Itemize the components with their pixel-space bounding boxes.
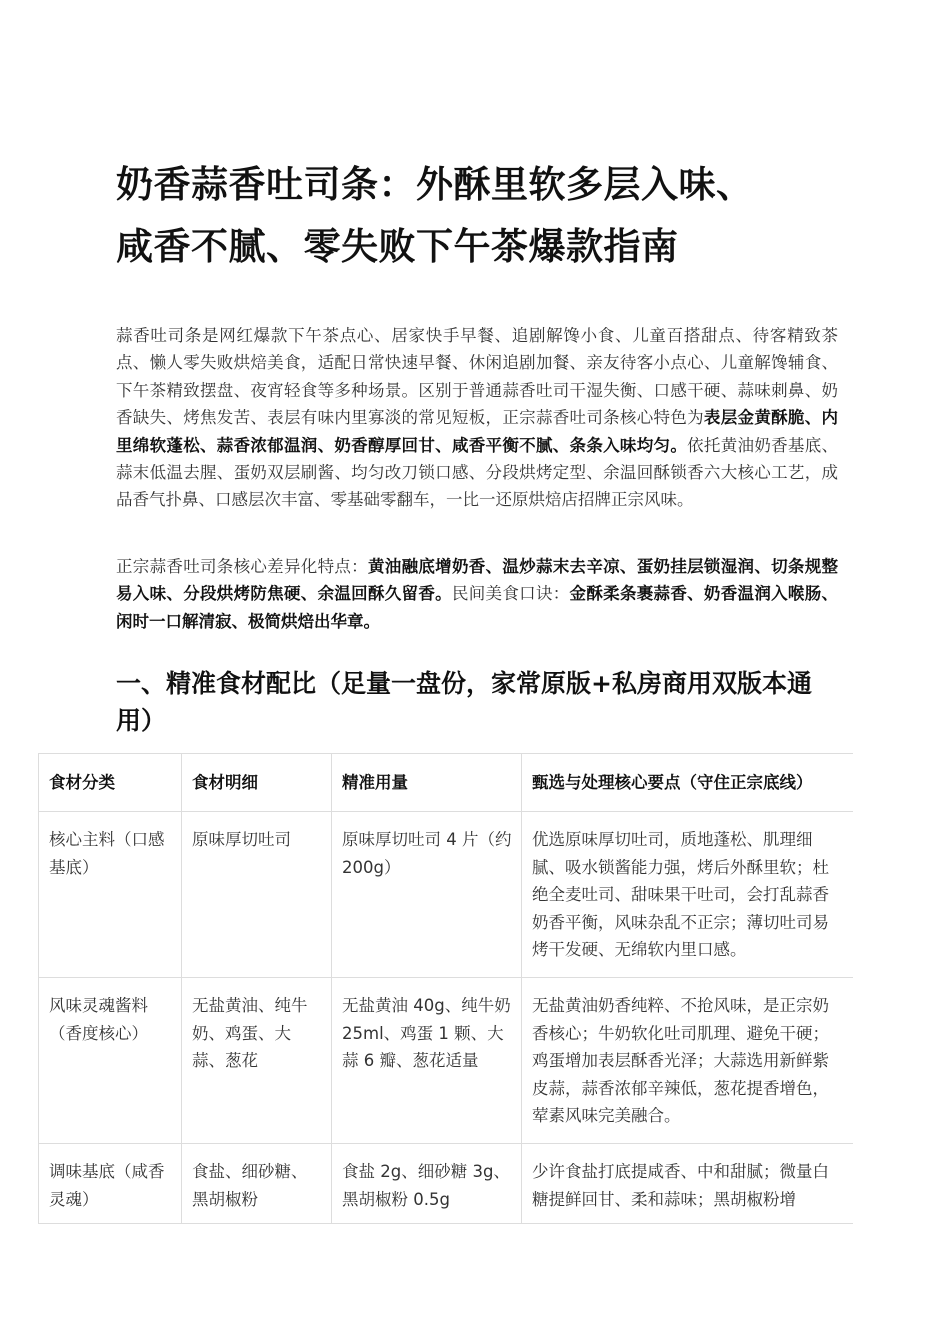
items-cell: 无盐黄油、纯牛奶、鸡蛋、大蒜、葱花 [182,978,332,1144]
table-header-row [39,754,854,812]
category-cell: 核心主料（口感基底） [39,812,182,978]
intro-paragraph [116,322,838,514]
intro-bold: 表层金黄酥脆、内里绵软蓬松、蒜香浓郁温润、奶香醇厚回甘、咸香平衡不腻、条条入味均匀。 [116,408,839,455]
table-header-cell: 精准用量 [332,754,522,812]
table-row [39,812,854,978]
items-cell: 原味厚切吐司 [182,812,332,978]
ingredients-table [38,753,853,1224]
amount-cell: 无盐黄油 40g、纯牛奶 25ml、鸡蛋 1 颗、大蒜 6 瓣、葱花适量 [332,978,522,1144]
features-paragraph [116,553,838,635]
table-header-cell: 食材明细 [182,754,332,812]
features-bold: 黄油融底增奶香、温炒蒜末去辛凉、蛋奶挂层锁湿润、切条规整易入味、分段烘烤防焦硬、余温回酥久留香。 [116,557,839,604]
table-header-cell: 甄选与处理核心要点（守住正宗底线） [522,754,854,812]
section-heading: 一、精准食材配比（足量一盘份，家常原版+私房商用双版本通用） [116,669,812,735]
features-bold-2: 金酥柔条裹蒜香、奶香温润入喉肠、闲时一口解清寂、极简烘焙出华章。 [116,584,839,631]
features-text: 民间美食口诀： [451,584,570,604]
notes-cell: 少许食盐打底提咸香、中和甜腻；微量白糖提鲜回甘、柔和蒜味；黑胡椒粉增 [522,1144,854,1224]
title-line-1: 奶香蒜香吐司条：外酥里软多层入味、 [116,163,754,206]
intro-text-2: 依托黄油奶香基底、蒜末低温去腥、蛋奶双层刷酱、均匀改刀锁口感、分段烘烤定型、余温回酥锁香六大核心工艺，成品香气扑鼻、口感层次丰富、零基础零翻车，一比一还原烘焙店招牌正宗风味。 [116,435,839,510]
amount-cell: 原味厚切吐司 4 片（约 200g） [332,812,522,978]
ingredients-table-container [38,753,853,1224]
category-cell: 风味灵魂酱料（香度核心） [39,978,182,1144]
notes-cell: 无盐黄油奶香纯粹、不抢风味，是正宗奶香核心；牛奶软化吐司肌理、避免干硬；鸡蛋增加表层酥香光泽；大蒜选用新鲜紫皮蒜，蒜香浓郁辛辣低，葱花提香增色，荤素风味完美融合。 [522,978,854,1144]
features-label: 正宗蒜香吐司条核心差异化特点： [116,557,368,576]
amount-cell: 食盐 2g、细砂糖 3g、黑胡椒粉 0.5g [332,1144,522,1224]
table-row [39,1144,854,1224]
title-line-2: 咸香不腻、零失败下午茶爆款指南 [116,225,679,268]
intro-text: 蒜香吐司条是网红爆款下午茶点心、居家快手早餐、追剧解馋小食、儿童百搭甜点、待客精致茶点、懒人零失败烘焙美食，适配日常快速早餐、休闲追剧加餐、亲友待客小点心、儿童解馋辅食、下午茶精致摆盘、夜宵轻食等多种场景。区别于普通蒜香吐司干湿失衡、口感干硬、蒜味刺鼻、奶香缺失、烤焦发苦、表层有味内里寡淡的常见短板，正宗蒜香吐司条核心特色为 [116,326,838,428]
table-row [39,978,854,1144]
table-header-cell: 食材分类 [39,754,182,812]
page-title [116,154,856,278]
category-cell: 调味基底（咸香灵魂） [39,1144,182,1224]
items-cell: 食盐、细砂糖、黑胡椒粉 [182,1144,332,1224]
notes-cell: 优选原味厚切吐司，质地蓬松、肌理细腻、吸水锁酱能力强，烤后外酥里软；杜绝全麦吐司、甜味果干吐司，会打乱蒜香奶香平衡，风味杂乱不正宗；薄切吐司易烤干发硬、无绵软内里口感。 [522,812,854,978]
